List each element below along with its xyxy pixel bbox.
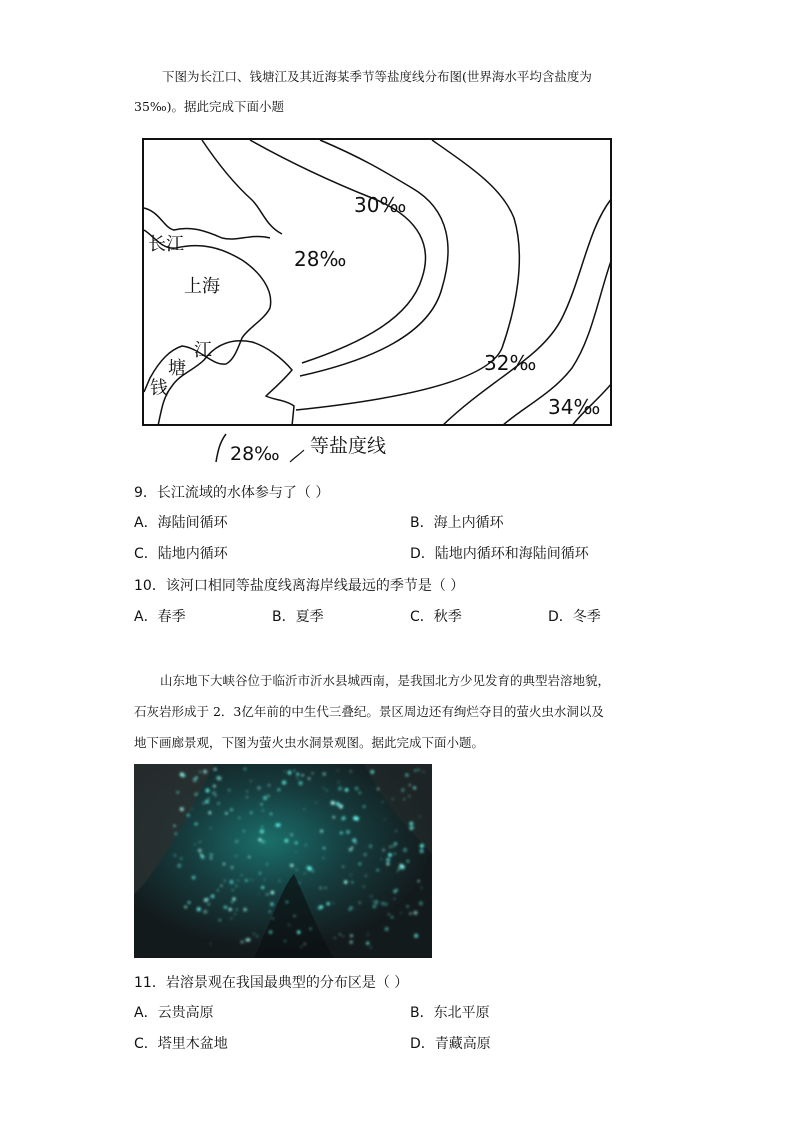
glow-point [355,787,359,791]
q9-option-d[interactable]: D．陆地内循环和海陆间循环 [410,546,589,562]
glow-point [241,941,244,944]
glow-point [406,860,409,863]
glow-point [246,791,248,793]
glowworm-cave-photo [134,764,432,958]
glow-point [277,823,280,826]
glow-point [212,791,216,795]
glow-point [208,811,211,814]
glow-point [352,838,356,842]
glow-point [414,934,418,938]
glow-point [268,784,271,787]
glow-point [231,901,233,903]
glow-point [177,864,181,868]
glow-point [398,867,401,870]
glow-point [290,834,293,837]
glow-point [219,919,221,921]
glow-point [405,773,409,777]
glow-point [385,927,389,931]
glow-point [394,898,395,899]
glow-point [359,792,361,794]
glow-point [231,866,233,868]
glow-point [393,846,394,847]
glow-point [409,822,413,826]
passage2-line1: 山东地下大峡谷位于临沂市沂水县城西南，是我国北方少见发育的典型岩溶地貌， [160,673,611,688]
glow-point [421,887,423,889]
glow-point [288,924,290,926]
glow-point [180,807,184,811]
glow-point [245,938,249,942]
glow-point [199,841,201,843]
glow-point [174,832,177,835]
glow-point [270,813,272,815]
glow-point [284,771,285,772]
glow-point [304,873,306,875]
glow-point [284,940,286,942]
glow-point [195,844,196,845]
glow-point [243,908,246,911]
glow-point [355,842,357,844]
q9-stem: 9．长江流域的水体参与了（ ） [134,485,330,501]
glow-point [350,934,353,937]
glow-point [263,796,267,800]
glow-point [286,901,288,903]
glow-point [423,771,424,772]
glow-point [350,770,352,772]
glow-point [334,937,335,938]
glow-point [224,906,227,909]
glow-point [235,855,236,856]
glow-point [195,793,197,795]
label-qiantang-3: 钱 [150,378,168,399]
glow-point [220,885,222,887]
glow-point [260,829,264,833]
glow-point [394,853,396,855]
glow-point [384,819,385,820]
glow-point [230,880,234,884]
q11-option-c[interactable]: C．塔里木盆地 [134,1036,228,1052]
q10-option-d[interactable]: D．冬季 [548,609,601,625]
glow-point [338,786,342,790]
glow-point [199,771,201,773]
glow-point [235,840,238,843]
glow-point [364,853,367,856]
glow-point [414,769,417,772]
glow-point [358,863,361,866]
label-iso-34: 34‰ [548,395,601,419]
glow-point [270,902,274,906]
glow-point [392,799,393,800]
glow-point [367,934,368,935]
glow-point [228,789,230,791]
glow-point [420,849,424,853]
glow-point [279,880,281,882]
passage2-line3: 地下画廊景观，下图为萤火虫水洞景观图。据此完成下面小题。 [134,735,485,750]
glow-point [350,941,353,944]
glow-point [208,798,210,800]
glow-point [210,827,212,829]
glow-point [197,793,198,794]
glow-point [320,905,323,908]
glow-point [295,841,298,844]
glow-point [408,795,410,797]
legend-value: 28‰ [230,443,280,465]
glow-point [232,889,234,891]
glow-point [308,867,312,871]
glow-point [203,770,207,774]
glow-point [299,781,303,785]
glow-point [349,909,351,911]
label-qiantang-1: 江 [194,340,212,361]
glow-point [323,787,324,788]
glow-point [257,786,260,789]
glow-point [342,935,344,937]
glow-point [369,845,372,848]
glow-point [267,795,269,797]
glow-point [312,772,314,774]
glow-point [386,858,390,862]
glow-point [338,782,339,783]
glow-point [312,870,314,872]
glow-point [277,788,280,791]
glow-point [418,769,420,771]
glow-point [331,801,335,805]
glow-point [327,902,330,905]
glow-point [224,880,226,882]
glow-point [419,816,420,817]
q10-option-b[interactable]: B．夏季 [272,609,324,625]
glow-point [260,803,262,805]
glow-point [392,845,393,846]
glow-point [308,777,311,780]
glow-point [201,855,204,858]
glow-point [294,915,296,917]
glow-point [413,787,416,790]
glow-point [250,780,251,781]
glow-point [399,864,403,868]
glow-point [188,901,191,904]
glow-point [387,863,390,866]
glow-point [304,943,306,945]
glow-point [332,902,334,904]
glow-point [377,788,379,790]
glow-point [310,928,312,930]
glow-point [371,770,375,774]
glow-point [385,903,388,906]
glow-point [304,808,306,810]
glow-point [382,849,385,852]
glow-point [413,911,417,915]
glow-point [351,881,353,883]
glow-point [211,895,214,898]
glow-point [282,780,286,784]
glow-point [297,777,299,779]
glow-point [297,931,300,934]
glow-point [187,814,190,817]
glow-point [244,768,247,771]
glow-point [198,849,202,853]
glow-point [325,887,327,889]
glow-point [337,770,338,771]
glow-point [174,854,176,856]
glow-point [391,916,393,918]
glow-point [285,839,289,843]
glow-point [339,804,343,808]
glow-point [208,903,210,905]
glow-point [326,789,328,791]
glow-point [403,798,405,800]
glow-point [264,879,265,880]
glow-point [218,776,222,780]
legend-leader-line [290,450,304,462]
glow-point [256,935,258,937]
glow-point [180,857,183,860]
glow-point [342,816,346,820]
glow-point [259,894,260,895]
q9-option-c[interactable]: C．陆地内循环 [134,546,228,562]
glow-point [253,933,255,935]
glow-point [181,773,185,777]
glow-point [400,912,401,913]
label-shanghai: 上海 [184,276,220,297]
glow-point [363,886,365,888]
legend-label: 等盐度线 [310,435,387,457]
label-changjiang: 长江 [148,234,184,255]
glow-point [394,842,397,845]
passage2-line2: 石灰岩形成于 2．3亿年前的中生代三叠纪。景区周边还有绚烂夺目的萤火虫水洞以及 [134,704,604,719]
glow-point [259,872,261,874]
glow-point [206,898,209,901]
glow-point [230,808,233,811]
glow-point [342,866,344,868]
glow-point [205,800,209,804]
glow-point [301,946,302,947]
label-iso-32: 32‰ [484,351,537,375]
glow-point [262,809,264,811]
glow-point [203,910,207,914]
glow-point [365,875,367,877]
glow-point [301,774,303,776]
q11-option-a[interactable]: A．云贵高原 [134,1005,214,1021]
glow-point [218,802,220,804]
glow-point [177,791,179,793]
glow-point [381,902,384,905]
glow-point [420,844,424,848]
glow-point [210,853,213,856]
glow-point [290,864,293,867]
glow-point [184,906,187,909]
glow-point [229,908,232,911]
glow-point [197,907,201,911]
glow-point [409,912,412,915]
glow-point [214,768,217,771]
glow-point [406,905,408,907]
glow-point [237,880,239,882]
glow-point [217,889,219,891]
glow-point [403,848,407,852]
glow-point [372,901,373,902]
glow-point [363,805,365,807]
glow-point [261,826,263,828]
glow-point [191,808,193,810]
glow-point [261,840,264,843]
glow-point [323,847,325,849]
glow-point [213,785,216,788]
glow-point [339,934,341,936]
glow-point [366,942,369,945]
glow-point [223,863,225,865]
glow-point [210,943,211,944]
glow-point [371,895,373,897]
q11-option-d[interactable]: D．青藏高原 [410,1036,491,1052]
map-legend [212,428,412,468]
glow-point [266,893,269,896]
glow-point [241,875,242,876]
glow-point [234,913,236,915]
legend-line-sample [216,434,226,462]
glow-point [245,879,248,882]
glow-point [269,911,271,913]
salinity-map [142,138,612,426]
glow-point [351,847,353,849]
glow-point [173,825,175,827]
label-iso-28: 28‰ [294,247,347,271]
glow-point [323,857,325,859]
glow-point [248,856,250,858]
glow-point [377,869,379,871]
glow-point [296,773,299,776]
glow-point [266,863,268,865]
glow-point [374,900,378,904]
glow-point [333,816,335,818]
glow-point [409,827,412,830]
glow-point [344,880,347,883]
q9-option-b[interactable]: B．海上内循环 [410,515,504,531]
glow-point [305,844,307,846]
glow-point [373,905,377,909]
label-iso-30: 30‰ [354,193,407,217]
q11-stem: 11．岩溶景观在我国最典型的分布区是（ ） [134,975,409,991]
glow-point [388,914,389,915]
glow-point [296,869,298,871]
glow-point [215,795,217,797]
q11-option-b[interactable]: B．东北平原 [410,1005,490,1021]
glow-point [232,897,235,900]
glow-point [381,858,383,860]
glow-point [250,811,253,814]
glow-point [401,788,404,791]
glow-point [288,771,292,775]
glow-point [195,823,198,826]
glow-point [418,880,420,882]
glow-point [269,930,272,933]
label-qiantang-2: 塘 [168,358,186,379]
glow-point [395,830,397,832]
glow-point [393,890,397,894]
glow-point [261,886,264,889]
q10-option-c[interactable]: C．秋季 [410,609,462,625]
glow-point [336,802,340,806]
glow-point [319,887,322,890]
q9-option-a[interactable]: A．海陆间循环 [134,515,228,531]
glow-point [345,788,349,792]
glow-point [353,816,357,820]
glow-point [397,871,398,872]
glow-point [350,874,351,875]
glow-point [246,796,248,798]
glow-point [388,853,392,857]
glow-point [231,918,233,920]
glow-point [389,846,391,848]
glow-point [294,770,296,772]
glow-point [340,832,343,835]
q10-option-a[interactable]: A．春季 [134,609,186,625]
glow-point [419,901,423,905]
glow-point [382,801,384,803]
glow-point [272,918,274,920]
glow-point [316,802,317,803]
glow-point [320,830,323,833]
glow-point [299,882,301,884]
glow-point [225,812,228,815]
glow-point [193,778,197,782]
glow-point [251,879,252,880]
glow-point [243,830,245,832]
glow-point [370,947,372,949]
passage1-line1: 下图为长江口、钱塘江及其近海某季节等盐度线分布图(世界海水平均含盐度为 [162,69,592,84]
q10-stem: 10．该河口相同等盐度线离海岸线最远的季节是（ ） [134,578,465,594]
glow-point [238,817,240,819]
passage1-line2: 35‰)。据此完成下面小题 [134,99,285,114]
glow-point [206,789,210,793]
glow-point [271,891,275,895]
glow-point [236,909,238,911]
glow-point [192,876,196,880]
glow-point [359,902,361,904]
glow-point [295,851,296,852]
glow-point [258,838,261,841]
glow-point [409,784,411,786]
glow-point [323,772,326,775]
glow-point [346,830,350,834]
glow-point [210,857,212,859]
glow-point [203,802,205,804]
glow-point [235,885,237,887]
